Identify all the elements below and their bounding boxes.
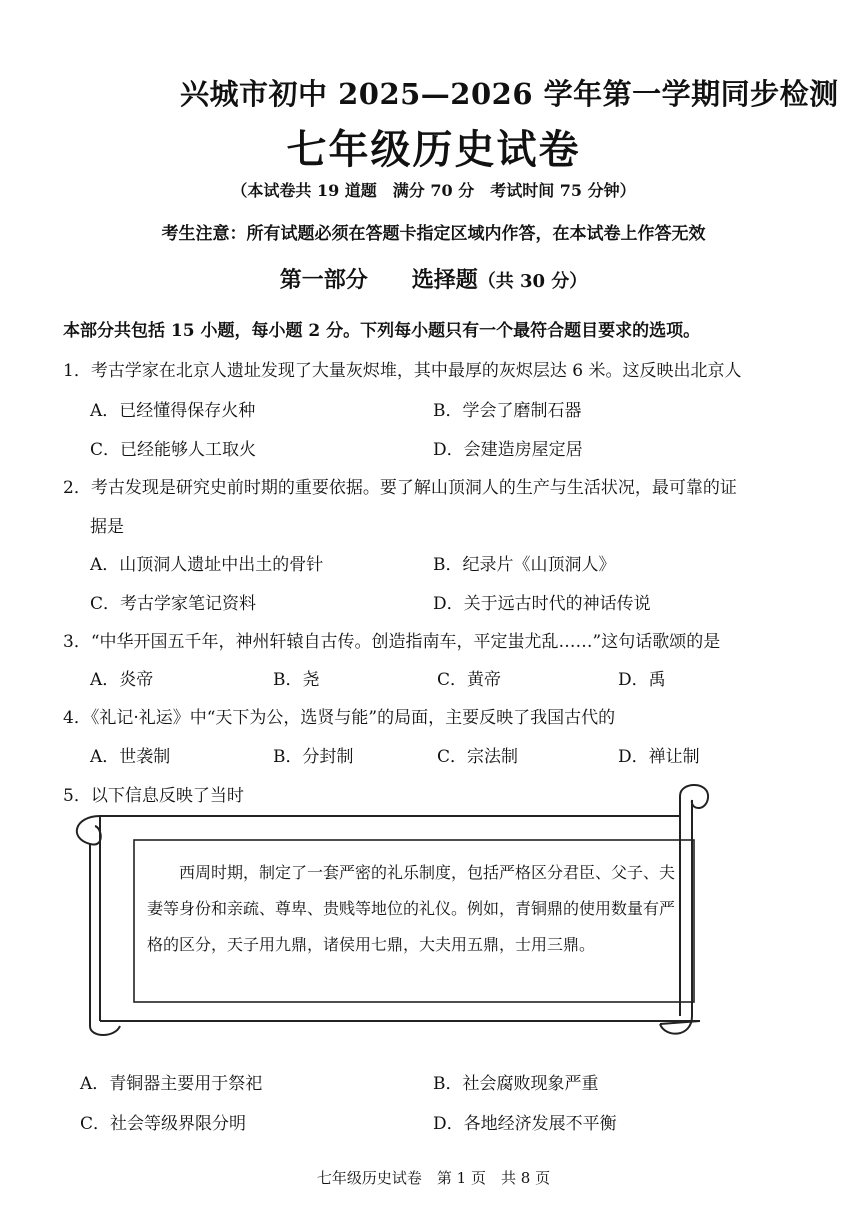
exam-meta: （本试卷共 19 道题 满分 70 分 考试时间 75 分钟）	[231, 181, 636, 200]
part-heading	[0, 263, 867, 294]
part-heading-sub: （共 30 分）	[477, 271, 588, 292]
question-1-option-d: D．会建造房屋定居	[433, 440, 583, 460]
question-3-option-c: C．黄帝	[437, 670, 502, 690]
exam-notice: 考生注意：所有试题必须在答题卡指定区域内作答，在本试卷上作答无效	[161, 224, 706, 244]
question-5-material-text: 西周时期，制定了一套严密的礼乐制度，包括严格区分君臣、父子、夫妻等身份和亲疏、尊卑、贵贱等地位的礼仪。例如，青铜鼎的使用数量有严格的区分，天子用九鼎，诸侯用七鼎，大夫用五鼎，士用三鼎。	[147, 863, 676, 954]
question-5-stem: 5．以下信息反映了当时	[63, 786, 244, 806]
question-2-stem-cont: 据是	[90, 517, 124, 537]
question-5-option-c: C．社会等级界限分明	[80, 1114, 247, 1134]
question-4-option-b: B．分封制	[273, 747, 354, 767]
question-3-stem: 3．“中华开国五千年，神州轩辕自古传。创造指南车，平定蚩尤乱……”这句话歌颂的是	[63, 632, 721, 652]
question-3-option-b: B．尧	[273, 670, 320, 690]
question-4-option-d: D．禅让制	[618, 747, 700, 767]
question-5-material	[147, 855, 687, 963]
question-5-option-a: A．青铜器主要用于祭祀	[80, 1074, 263, 1094]
question-3-option-d: D．禹	[618, 670, 666, 690]
question-3-option-a: A．炎帝	[90, 670, 154, 690]
page-footer: 七年级历史试卷 第 1 页 共 8 页	[316, 1169, 551, 1187]
question-2-option-b: B．纪录片《山顶洞人》	[433, 555, 616, 575]
question-5-option-d: D．各地经济发展不平衡	[433, 1114, 617, 1134]
question-1-option-a: A．已经懂得保存火种	[90, 401, 256, 421]
question-1-option-c: C．已经能够人工取火	[90, 440, 257, 460]
question-4-stem: 4．《礼记·礼运》中“天下为公，选贤与能”的局面，主要反映了我国古代的	[63, 708, 616, 728]
part-heading-main: 第一部分 选择题	[279, 267, 478, 293]
part-instruction: 本部分共包括 15 小题，每小题 2 分。下列每小题只有一个最符合题目要求的选项。	[63, 321, 701, 341]
question-2-stem: 2．考古发现是研究史前时期的重要依据。要了解山顶洞人的生产与生活状况，最可靠的证	[63, 478, 737, 498]
question-1-stem: 1．考古学家在北京人遗址发现了大量灰烬堆，其中最厚的灰烬层达 6 米。这反映出北京人	[63, 361, 742, 381]
exam-title-line1: 兴城市初中 2025—2026 学年第一学期同步检测	[180, 77, 839, 111]
question-2-option-d: D．关于远古时代的神话传说	[433, 594, 651, 614]
question-5-option-b: B．社会腐败现象严重	[433, 1074, 599, 1094]
question-2-option-a: A．山顶洞人遗址中出土的骨针	[90, 555, 324, 575]
question-1-option-b: B．学会了磨制石器	[433, 401, 582, 421]
question-2-option-c: C．考古学家笔记资料	[90, 594, 257, 614]
exam-title-line2: 七年级历史试卷	[286, 126, 581, 173]
question-4-option-c: C．宗法制	[437, 747, 519, 767]
question-4-option-a: A．世袭制	[90, 747, 171, 767]
